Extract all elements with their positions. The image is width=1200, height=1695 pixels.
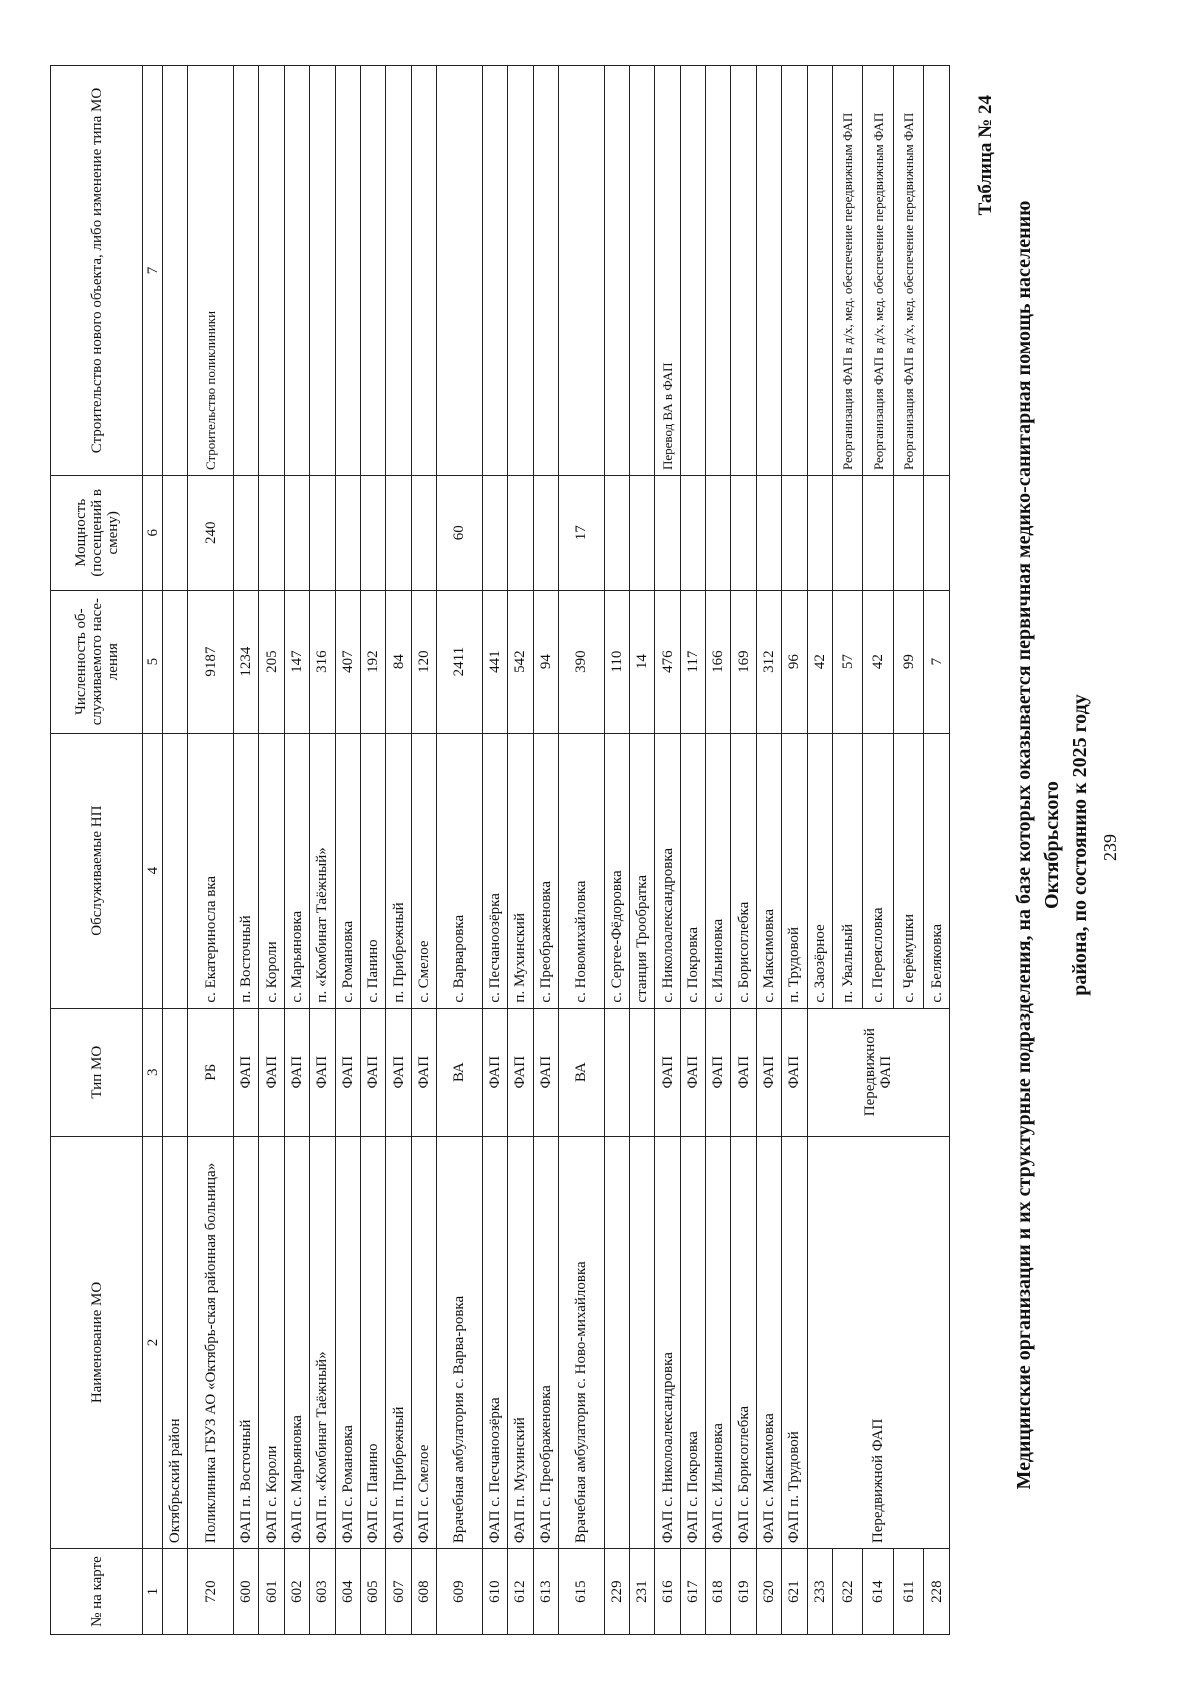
construction-cell: [508, 66, 533, 476]
map-number-cell: 621: [782, 1549, 807, 1635]
map-number-cell: 602: [284, 1549, 309, 1635]
capacity-cell: [706, 476, 731, 591]
construction-cell: [411, 66, 436, 476]
map-number-cell: 619: [731, 1549, 756, 1635]
mo-type-cell: ФАП: [533, 1008, 558, 1136]
settlement-cell: с. Беляковка: [924, 733, 950, 1008]
capacity-cell: [680, 476, 705, 591]
capacity-cell: [259, 476, 284, 591]
capacity-cell: [310, 476, 335, 591]
capacity-cell: [629, 476, 654, 591]
table-row: [386, 66, 411, 1635]
settlement-cell: с. Черёмушки: [893, 733, 923, 1008]
header-index: 5: [143, 590, 163, 733]
map-number-cell: 615: [558, 1549, 604, 1635]
table-row: [731, 66, 756, 1635]
mo-name-cell: ФАП с. Короли: [259, 1136, 284, 1548]
mo-type-cell: ВА: [437, 1008, 483, 1136]
table-row: [335, 66, 360, 1635]
table-row: [706, 66, 731, 1635]
mo-name-cell: [604, 1136, 629, 1548]
population-cell: 312: [756, 590, 781, 733]
header-index: 4: [143, 733, 163, 1008]
table-row: [508, 66, 533, 1635]
population-cell: 166: [706, 590, 731, 733]
construction-cell: [284, 66, 309, 476]
construction-cell: Реорганизация ФАП в д/х, мед. обеспечение передвижным ФАП: [893, 66, 923, 476]
population-cell: 99: [893, 590, 923, 733]
mo-name-cell: ФАП с. Песчаноозёрка: [482, 1136, 507, 1548]
mo-type-cell: ФАП: [259, 1008, 284, 1136]
capacity-cell: [832, 476, 862, 591]
table-row: [188, 66, 234, 1635]
mo-name-cell: [629, 1136, 654, 1548]
mo-type-cell: ФАП: [655, 1008, 680, 1136]
population-cell: 42: [863, 590, 893, 733]
header-row: [51, 66, 143, 1635]
mo-type-cell: ФАП: [411, 1008, 436, 1136]
district-name: Октябрьский район: [163, 1136, 188, 1548]
population-cell: 169: [731, 590, 756, 733]
settlement-cell: с. Романовка: [335, 733, 360, 1008]
mo-type-cell: ФАП: [706, 1008, 731, 1136]
mo-name-cell: ФАП с. Максимовка: [756, 1136, 781, 1548]
map-number-cell: 231: [629, 1549, 654, 1635]
header-served-settlements: Обслуживаемые НП: [51, 733, 143, 1008]
construction-cell: Строительство поликлиники: [188, 66, 234, 476]
settlement-cell: с. Варваровка: [437, 733, 483, 1008]
construction-cell: [437, 66, 483, 476]
capacity-cell: [508, 476, 533, 591]
settlement-cell: с. Песчаноозёрка: [482, 733, 507, 1008]
population-cell: 390: [558, 590, 604, 733]
table-row: [604, 66, 629, 1635]
mo-type-cell: ФАП: [782, 1008, 807, 1136]
map-number-cell: 612: [508, 1549, 533, 1635]
construction-cell: [782, 66, 807, 476]
settlement-cell: п. Увальный: [832, 733, 862, 1008]
mo-type-cell: ФАП: [386, 1008, 411, 1136]
map-number-cell: 601: [259, 1549, 284, 1635]
settlement-cell: с. Смелое: [411, 733, 436, 1008]
mo-name-cell: ФАП с. Покровка: [680, 1136, 705, 1548]
table-row: [655, 66, 680, 1635]
table-row: [310, 66, 335, 1635]
title-line-2: района, по состоянию к 2025 году: [1069, 694, 1091, 996]
construction-cell: [604, 66, 629, 476]
map-number-cell: 720: [188, 1549, 234, 1635]
table-row: [284, 66, 309, 1635]
population-cell: 84: [386, 590, 411, 733]
mo-type-cell: [629, 1008, 654, 1136]
population-cell: 476: [655, 590, 680, 733]
construction-cell: [924, 66, 950, 476]
capacity-cell: [533, 476, 558, 591]
construction-cell: [482, 66, 507, 476]
settlement-cell: с. Николоалександровка: [655, 733, 680, 1008]
table-row: [558, 66, 604, 1635]
header-index: 3: [143, 1008, 163, 1136]
title-line-1: Медицинские организации и их структурные подразделения, на базе которых оказывается первичная медико-санитарная помощь населению Октябрьского: [1013, 200, 1063, 1490]
construction-cell: [360, 66, 385, 476]
settlement-cell: с. Панино: [360, 733, 385, 1008]
construction-cell: [335, 66, 360, 476]
mo-name-cell: ФАП п. Трудовой: [782, 1136, 807, 1548]
settlement-cell: с. Марьяновка: [284, 733, 309, 1008]
header-mo-name: Наименование МО: [51, 1136, 143, 1548]
construction-cell: Перевод ВА в ФАП: [655, 66, 680, 476]
mo-name-cell: ФАП п. Мухинский: [508, 1136, 533, 1548]
population-cell: 407: [335, 590, 360, 733]
mo-name-cell: ФАП с. Ильиновка: [706, 1136, 731, 1548]
settlement-cell: с. Екатериносла вка: [188, 733, 234, 1008]
mo-type-cell: ФАП: [310, 1008, 335, 1136]
map-number-cell: 620: [756, 1549, 781, 1635]
table-row: [807, 66, 832, 1635]
settlement-cell: с. Покровка: [680, 733, 705, 1008]
construction-cell: [706, 66, 731, 476]
mo-type-cell: ФАП: [482, 1008, 507, 1136]
mo-type-cell: ФАП: [360, 1008, 385, 1136]
map-number-cell: 600: [234, 1549, 259, 1635]
construction-cell: [386, 66, 411, 476]
mo-type-cell: [604, 1008, 629, 1136]
header-population: Численность об-служиваемого насе-ления: [51, 590, 143, 733]
map-number-cell: 603: [310, 1549, 335, 1635]
mo-type-cell: ФАП: [234, 1008, 259, 1136]
settlement-cell: п. Прибрежный: [386, 733, 411, 1008]
population-cell: 7: [924, 590, 950, 733]
table-row: [234, 66, 259, 1635]
header-capacity: Мощность (посещений в смену): [51, 476, 143, 591]
header-index: 7: [143, 66, 163, 476]
map-number-cell: 622: [832, 1549, 862, 1635]
table-row: [533, 66, 558, 1635]
map-number-cell: 613: [533, 1549, 558, 1635]
table-row: [756, 66, 781, 1635]
construction-cell: [259, 66, 284, 476]
table-row: [259, 66, 284, 1635]
map-number-cell: 618: [706, 1549, 731, 1635]
population-cell: 14: [629, 590, 654, 733]
map-number-cell: 229: [604, 1549, 629, 1635]
header-construction: Строительство нового объекта, либо изменение типа МО: [51, 66, 143, 476]
header-index: 2: [143, 1136, 163, 1548]
table-row: [437, 66, 483, 1635]
construction-cell: [680, 66, 705, 476]
mo-type-cell: ФАП: [284, 1008, 309, 1136]
capacity-cell: [756, 476, 781, 591]
population-cell: 192: [360, 590, 385, 733]
mo-name-cell: ФАП с. Николоалександровка: [655, 1136, 680, 1548]
capacity-cell: 17: [558, 476, 604, 591]
mo-type-cell: ВА: [558, 1008, 604, 1136]
table-label: Таблица № 24: [975, 95, 996, 216]
district-row: [163, 66, 188, 1635]
mo-name-cell: ФАП п. Восточный: [234, 1136, 259, 1548]
construction-cell: [731, 66, 756, 476]
settlement-cell: станция Трообратка: [629, 733, 654, 1008]
page-number: 239: [1100, 834, 1120, 861]
population-cell: 1234: [234, 590, 259, 733]
mo-type-cell: Передвижной ФАП: [807, 1008, 949, 1136]
population-cell: 96: [782, 590, 807, 733]
capacity-cell: [893, 476, 923, 591]
population-cell: 205: [259, 590, 284, 733]
mo-name-cell: ФАП с. Марьяновка: [284, 1136, 309, 1548]
settlement-cell: с. Преображеновка: [533, 733, 558, 1008]
mo-name-cell: ФАП с. Смелое: [411, 1136, 436, 1548]
capacity-cell: 240: [188, 476, 234, 591]
table-row: [629, 66, 654, 1635]
settlement-cell: с. Максимовка: [756, 733, 781, 1008]
capacity-cell: [807, 476, 832, 591]
capacity-cell: [782, 476, 807, 591]
mo-type-cell: ФАП: [756, 1008, 781, 1136]
header-mo-type: Тип МО: [51, 1008, 143, 1136]
capacity-cell: [482, 476, 507, 591]
settlement-cell: с. Новомихайловка: [558, 733, 604, 1008]
header-index: 6: [143, 476, 163, 591]
settlement-cell: с. Ильиновка: [706, 733, 731, 1008]
mo-name-cell: Поликлиника ГБУЗ АО «Октябрь-ская районная больница»: [188, 1136, 234, 1548]
population-cell: 110: [604, 590, 629, 733]
table-row: [360, 66, 385, 1635]
population-cell: 9187: [188, 590, 234, 733]
map-number-cell: 608: [411, 1549, 436, 1635]
map-number-cell: 607: [386, 1549, 411, 1635]
capacity-cell: [411, 476, 436, 591]
table-row: [411, 66, 436, 1635]
population-cell: 441: [482, 590, 507, 733]
mo-name-cell: Врачебная амбулатория с. Ново-михайловка: [558, 1136, 604, 1548]
population-cell: 147: [284, 590, 309, 733]
table-row: [782, 66, 807, 1635]
map-number-cell: 617: [680, 1549, 705, 1635]
mo-name-cell: ФАП с. Преображеновка: [533, 1136, 558, 1548]
capacity-cell: [335, 476, 360, 591]
construction-cell: Реорганизация ФАП в д/х, мед. обеспечение передвижным ФАП: [832, 66, 862, 476]
capacity-cell: 60: [437, 476, 483, 591]
settlement-cell: с. Короли: [259, 733, 284, 1008]
map-number-cell: 604: [335, 1549, 360, 1635]
mo-type-cell: РБ: [188, 1008, 234, 1136]
mo-name-cell: Передвижной ФАП: [807, 1136, 949, 1548]
construction-cell: [629, 66, 654, 476]
capacity-cell: [234, 476, 259, 591]
capacity-cell: [360, 476, 385, 591]
settlement-cell: п. Восточный: [234, 733, 259, 1008]
construction-cell: [533, 66, 558, 476]
construction-cell: [756, 66, 781, 476]
mo-name-cell: ФАП п. «Комбинат Таёжный»: [310, 1136, 335, 1548]
capacity-cell: [386, 476, 411, 591]
settlement-cell: с. Заозёрное: [807, 733, 832, 1008]
mo-type-cell: ФАП: [731, 1008, 756, 1136]
document-title: [1010, 135, 1094, 1555]
mo-name-cell: ФАП с. Борисоглебка: [731, 1136, 756, 1548]
map-number-cell: 610: [482, 1549, 507, 1635]
construction-cell: [558, 66, 604, 476]
capacity-cell: [284, 476, 309, 591]
mo-type-cell: ФАП: [508, 1008, 533, 1136]
population-cell: 2411: [437, 590, 483, 733]
settlement-cell: с. Борисоглебка: [731, 733, 756, 1008]
capacity-cell: [731, 476, 756, 591]
mo-type-cell: ФАП: [335, 1008, 360, 1136]
settlement-cell: п. Мухинский: [508, 733, 533, 1008]
population-cell: 120: [411, 590, 436, 733]
construction-cell: Реорганизация ФАП в д/х, мед. обеспечение передвижным ФАП: [863, 66, 893, 476]
header-map-number: № на карте: [51, 1549, 143, 1635]
population-cell: 42: [807, 590, 832, 733]
population-cell: 316: [310, 590, 335, 733]
map-number-cell: 616: [655, 1549, 680, 1635]
population-cell: 57: [832, 590, 862, 733]
population-cell: 542: [508, 590, 533, 733]
map-number-cell: 614: [863, 1549, 893, 1635]
capacity-cell: [863, 476, 893, 591]
header-index: 1: [143, 1549, 163, 1635]
construction-cell: [310, 66, 335, 476]
population-cell: 117: [680, 590, 705, 733]
capacity-cell: [604, 476, 629, 591]
settlement-cell: п. «Комбинат Таёжный»: [310, 733, 335, 1008]
map-number-cell: 233: [807, 1549, 832, 1635]
header-index-row: [143, 66, 163, 1635]
table-row: [482, 66, 507, 1635]
mo-name-cell: ФАП с. Романовка: [335, 1136, 360, 1548]
mo-type-cell: ФАП: [680, 1008, 705, 1136]
map-number-cell: 611: [893, 1549, 923, 1635]
capacity-cell: [924, 476, 950, 591]
map-number-cell: 605: [360, 1549, 385, 1635]
settlement-cell: с. Переясловка: [863, 733, 893, 1008]
population-cell: 94: [533, 590, 558, 733]
mo-name-cell: ФАП с. Панино: [360, 1136, 385, 1548]
settlement-cell: с. Сергее-Фёдоровка: [604, 733, 629, 1008]
map-number-cell: 609: [437, 1549, 483, 1635]
table-row: [680, 66, 705, 1635]
settlement-cell: п. Трудовой: [782, 733, 807, 1008]
capacity-cell: [655, 476, 680, 591]
medical-organizations-table: [50, 65, 950, 1635]
mo-name-cell: ФАП п. Прибрежный: [386, 1136, 411, 1548]
construction-cell: [234, 66, 259, 476]
mo-name-cell: Врачебная амбулатория с. Варва-ровка: [437, 1136, 483, 1548]
map-number-cell: 228: [924, 1549, 950, 1635]
construction-cell: [807, 66, 832, 476]
